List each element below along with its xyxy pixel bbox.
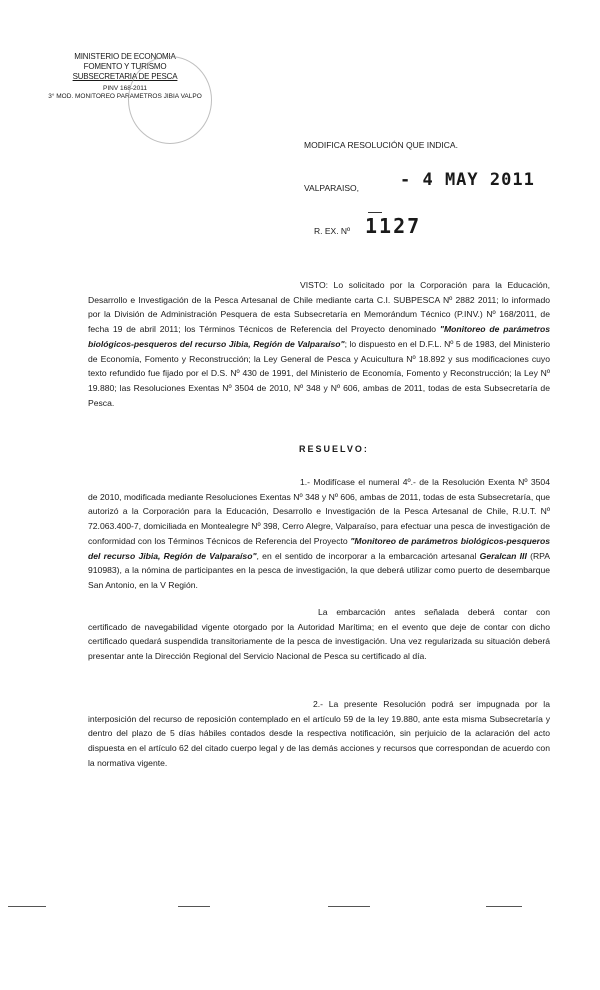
punto-2	[88, 697, 550, 771]
punto2-lead: 2.- La presente Resolución podrá ser impugnada por la	[313, 699, 550, 709]
footer-mark	[178, 906, 210, 907]
official-stamp	[128, 56, 212, 144]
punto2-text: interposición del recurso de reposición contemplado en el artículo 59 de la ley 19.880, ante esta misma Subsecretaría y dentro del plazo de 5 días hábiles contados desde la respectiva notificación, sin perjuicio de la aclaración del acto dispuesta en el artículo 62 del citado cuerpo legal y de las demás acciones y recursos que correspondan de acuerdo con la normativa vigente.	[88, 713, 550, 768]
parrafo-2	[88, 605, 550, 664]
subsecretaria-name: SUBSECRETARIA DE PESCA	[72, 72, 178, 81]
ministry-line2: FOMENTO Y TURISMO	[83, 62, 167, 71]
rex-label: R. EX. Nº	[314, 226, 351, 236]
parrafo2-lead: La embarcación antes señalada deberá contar con	[318, 607, 550, 617]
ministry-name: MINISTERIO DE ECONOMIA	[74, 52, 176, 61]
visto-text1: Desarrollo e Investigación de la Pesca Artesanal de Chile mediante carta C.I. SUBPESCA Nº 2882 2011; lo informado por la División de Administración Pesquera de esta Subsecretaría en Memorándum Técnico (P.INV.) Nº 168/2011, de fecha 19 de abril 2011; los Términos Técnicos de Referencia del Proyecto denominado	[88, 294, 550, 335]
punto1-text2: , en el sentido de incorporar a la embarcación artesanal	[256, 550, 477, 561]
number-dash	[368, 212, 382, 213]
document-title: MODIFICA RESOLUCIÓN QUE INDICA.	[304, 140, 458, 150]
punto1-project: "Monitoreo de parámetros biológicos-pesqueros del recurso Jibia, Región de Valparaíso"	[88, 535, 551, 561]
rex-number: 1127	[365, 214, 422, 238]
vessel-name: Geralcan III	[479, 550, 527, 561]
date-stamp: - 4 MAY 2011	[400, 170, 535, 190]
punto1-text3: (RPA 910983), a la nómina de participantes en la pesca de investigación, la que deberá utilizar como puerto de desembarque San Antonio, en la V Región.	[88, 550, 550, 590]
footer-mark	[328, 906, 370, 907]
visto-project: "Monitoreo de parámetros biológicos-pesqueros del recurso Jibia, Región de Valparaíso"	[88, 324, 550, 349]
visto-lead: VISTO: Lo solicitado por la Corporación para la Educación,	[300, 280, 550, 290]
resuelvo-heading: RESUELVO:	[299, 444, 369, 454]
parrafo2-text: certificado de navegabilidad vigente otorgado por la Autoridad Marítima; en el evento que deje de contar con dicho certificado quedará suspendida transitoriamente de la pesca de investigación. Una vez regularizada su situación deberá presentar ante la Dirección Regional del Servicio Nacional de Pesca su certificado al día.	[88, 621, 550, 662]
punto1-lead: 1.- Modifícase el numeral 4º.- de la Resolución Exenta Nº	[300, 477, 528, 487]
footer-mark	[8, 906, 46, 907]
place: VALPARAISO,	[304, 183, 359, 193]
punto1-text1: 3504 de 2010, modificada mediante Resoluciones Exentas Nº 348 y Nº 606, ambas de 2011, todas de esta Subsecretaría, que autorizó a la Corporación para la Educación, Desarrollo e Investigación de la Pesca Artesanal de Chile, R.U.T. Nº 72.063.400-7, domiciliada en Montealegre Nº 398, Cerro Alegre, Valparaíso, para efectuar una pesca de investigación de conformidad con los Términos Técnicos de Referencia del Proyecto	[88, 477, 550, 546]
reference-code: PINV 168-2011	[103, 85, 147, 92]
visto-paragraph	[88, 278, 550, 410]
punto-1	[88, 475, 550, 593]
reference-description: 3° MOD. MONITOREO PARAMETROS JIBIA VALPO	[48, 93, 202, 100]
visto-text2: ; lo dispuesto en el D.F.L. Nº 5 de 1983, del Ministerio de Economía, Fomento y Reconstrucción; la Ley General de Pesca y Acuicultura Nº 18.892 y sus modificaciones cuyo texto refundido fue fijado por el D.S. Nº 430 de 1991, del Ministerio de Economía, Fomento y Reconstrucción; la Ley Nº 19.880; las Resoluciones Exentas Nº 3504 de 2010, Nº 348 y Nº 606, ambas de 2011, todas de esta Subsecretaría de Pesca.	[88, 338, 551, 408]
footer-mark	[486, 906, 522, 907]
